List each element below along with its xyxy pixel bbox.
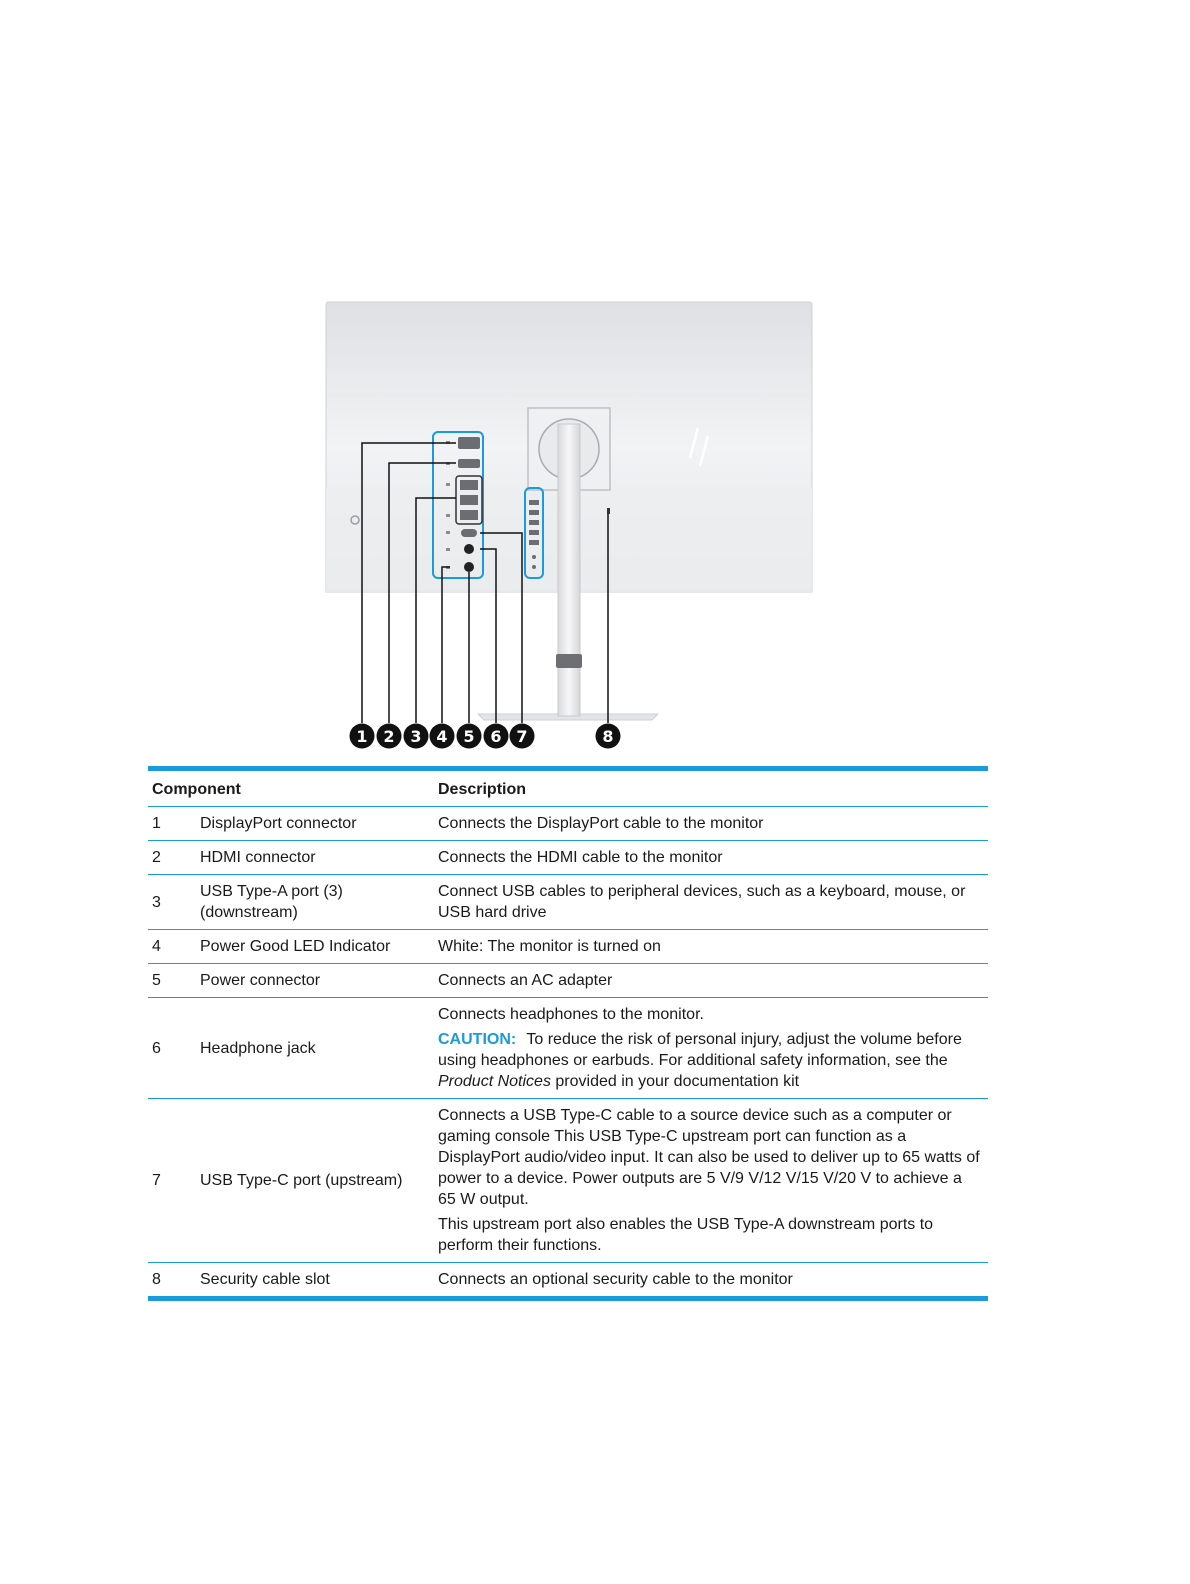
- row-number: 7: [148, 1099, 196, 1263]
- headphone-jack: [464, 544, 474, 554]
- component-name: Power Good LED Indicator: [196, 930, 434, 964]
- component-description: [434, 1099, 988, 1263]
- table-row: [148, 964, 988, 998]
- table-row: [148, 1263, 988, 1299]
- cable-clip: [556, 654, 582, 668]
- callout-number-7: 7: [516, 727, 528, 746]
- row-number: 2: [148, 841, 196, 875]
- usb-c-port: [461, 529, 477, 537]
- caution-tail: provided in your documentation kit: [555, 1073, 800, 1090]
- component-description: Connects the DisplayPort cable to the monitor: [434, 807, 988, 841]
- description-text-secondary: This upstream port also enables the USB Type-A downstream ports to perform their functions.: [438, 1216, 934, 1254]
- power-connector: [464, 562, 474, 572]
- component-description: Connects the HDMI cable to the monitor: [434, 841, 988, 875]
- component-name: Headphone jack: [196, 998, 434, 1099]
- callout-number-5: 5: [463, 727, 475, 746]
- table-row: [148, 1099, 988, 1263]
- component-name: Security cable slot: [200, 1271, 330, 1288]
- component-table: [148, 766, 988, 1301]
- caution-note: [438, 1029, 984, 1092]
- row-number: 6: [148, 998, 196, 1099]
- product-notices-reference: Product Notices: [438, 1073, 551, 1090]
- callout-number-4: 4: [436, 727, 448, 746]
- component-name: DisplayPort connector: [196, 807, 434, 841]
- row-number: 5: [148, 964, 196, 998]
- description-text: Connects a USB Type-C cable to a source device such as a computer or gaming console This USB Type-C upstream port can function as a DisplayPort audio/video input. It can also be used to deliver up to 65 watts of power to a device. Power outputs are 5 V/9 V/12 V/15 V/20 V to achieve a 65 W output.: [438, 1107, 980, 1208]
- caution-label: CAUTION:: [438, 1031, 517, 1048]
- table-row: [148, 998, 988, 1099]
- callout-number-3: 3: [410, 727, 422, 746]
- callout-group: [350, 724, 621, 749]
- table-header-row: [148, 769, 988, 807]
- component-name: USB Type-C port (upstream): [196, 1099, 434, 1263]
- monitor-rear-illustration: [0, 0, 1190, 760]
- row-number: 8: [152, 1271, 161, 1288]
- header-description: Description: [434, 769, 988, 807]
- table-row: [148, 875, 988, 930]
- row-number: 1: [148, 807, 196, 841]
- usb-a-port: [460, 510, 478, 520]
- table-row: [148, 841, 988, 875]
- usb-a-port: [460, 495, 478, 505]
- component-description: White: The monitor is turned on: [434, 930, 988, 964]
- description-text: Connects headphones to the monitor.: [438, 1006, 704, 1023]
- callout-number-2: 2: [383, 727, 395, 746]
- component-name: Power connector: [196, 964, 434, 998]
- component-description: [434, 998, 988, 1099]
- row-number: 4: [148, 930, 196, 964]
- component-description: Connects an optional security cable to the monitor: [438, 1271, 793, 1288]
- callout-number-6: 6: [490, 727, 502, 746]
- component-name: HDMI connector: [196, 841, 434, 875]
- header-component: Component: [148, 769, 434, 807]
- hdmi-port: [458, 459, 480, 468]
- component-description: Connect USB cables to peripheral devices, such as a keyboard, mouse, or USB hard drive: [434, 875, 988, 930]
- table-row: [148, 807, 988, 841]
- callout-number-8: 8: [602, 727, 614, 746]
- callout-number-1: 1: [356, 727, 368, 746]
- displayport-port: [458, 437, 480, 449]
- component-name: USB Type-A port (3) (downstream): [196, 875, 434, 930]
- table-row: [148, 930, 988, 964]
- monitor-rear-drawing: [0, 0, 1190, 760]
- component-description: Connects an AC adapter: [434, 964, 988, 998]
- row-number: 3: [148, 875, 196, 930]
- stand-neck: [558, 424, 580, 716]
- security-slot: [607, 508, 610, 514]
- usb-a-port: [460, 480, 478, 490]
- caution-text: To reduce the risk of personal injury, adjust the volume before using headphones or earbuds. For additional safety information, see the: [438, 1031, 962, 1069]
